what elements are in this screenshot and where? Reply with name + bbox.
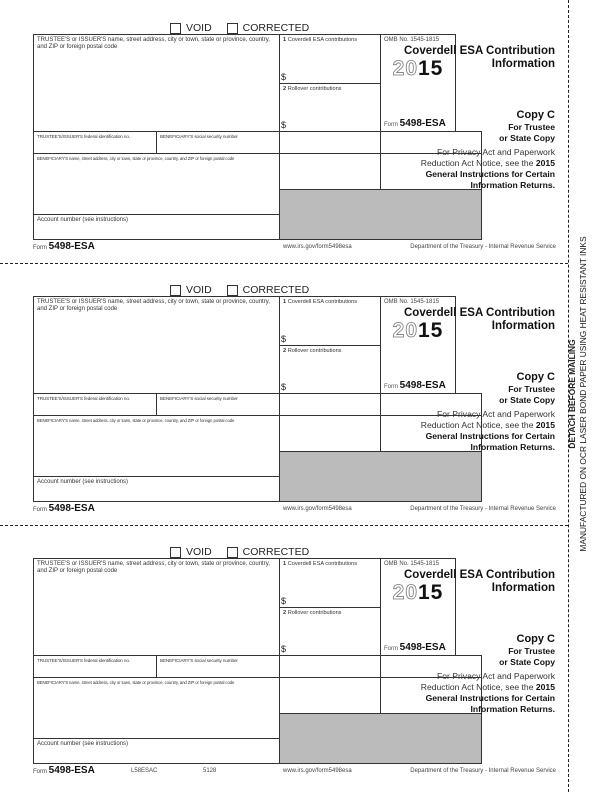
- beneficiary-ssn-label: BENEFICIARY'S social security number: [160, 658, 238, 663]
- account-number-field[interactable]: [33, 214, 280, 240]
- footer-department: Department of the Treasury - Internal Revenue Service: [410, 768, 556, 774]
- void-checkbox[interactable]: [170, 23, 181, 34]
- cut-line: [0, 525, 568, 526]
- beneficiary-ssn-field[interactable]: [156, 131, 280, 154]
- beneficiary-address-label: BENEFICIARY'S name, street address, city or town, state or province, country, and ZIP or foreign postal code: [37, 680, 235, 685]
- trustee-address-label: TRUSTEE'S or ISSUER'S name, street address, city or town, state or province, country, and ZIP or foreign postal code: [37, 561, 270, 574]
- form-number: Form 5498-ESA: [384, 380, 446, 391]
- box2-number: 2: [283, 348, 287, 354]
- footer-url: www.irs.gov/form5498esa: [283, 244, 352, 250]
- form-grid: [33, 558, 556, 764]
- account-number-field[interactable]: [33, 738, 280, 764]
- account-number-label: Account number (see instructions): [37, 217, 129, 223]
- privacy-notice: For Privacy Act and Paperwork Reduction Act Notice, see the 2015 General Instructions for Certain Information Returns.: [420, 409, 555, 452]
- box2-number: 2: [283, 86, 287, 92]
- box2-label: Rollover contributions: [287, 86, 342, 92]
- form-number: Form 5498-ESA: [384, 642, 446, 653]
- dollar-sign: $: [281, 644, 287, 654]
- trustee-tin-field[interactable]: [33, 131, 157, 154]
- box2-label: Rollover contributions: [287, 610, 342, 616]
- corrected-label: CORRECTED: [242, 546, 310, 558]
- footer-form-number: Form 5498-ESA: [33, 765, 95, 776]
- form-footer: [33, 503, 556, 515]
- box2-number: 2: [283, 610, 287, 616]
- footer-department: Department of the Treasury - Internal Revenue Service: [410, 244, 556, 250]
- trustee-address-field[interactable]: [33, 296, 280, 394]
- form-footer: [33, 765, 556, 777]
- box2-rollover-contributions-field[interactable]: [279, 607, 381, 656]
- trustee-tin-label: TRUSTEE'S/ISSUER'S federal identification no.: [37, 658, 130, 663]
- box1-number: 1: [283, 561, 287, 567]
- copy-title: Copy C: [516, 371, 555, 383]
- box2-rollover-contributions-field[interactable]: [279, 83, 381, 132]
- copy-recipient-line2: or State Copy: [499, 657, 555, 667]
- paper-notice: MANUFACTURED ON OCR LASER BOND PAPER USING HEAT RESISTANT INKS: [578, 236, 588, 552]
- box2-rollover-contributions-field[interactable]: [279, 345, 381, 394]
- privacy-notice: For Privacy Act and Paperwork Reduction Act Notice, see the 2015 General Instructions for Certain Information Returns.: [420, 147, 555, 190]
- form-title: Coverdell ESA Contribution Information: [404, 45, 555, 70]
- corrected-label: CORRECTED: [242, 284, 310, 296]
- beneficiary-ssn-label: BENEFICIARY'S social security number: [160, 134, 238, 139]
- footer-catalog-number: 5128: [203, 768, 217, 774]
- form-number: Form 5498-ESA: [384, 118, 446, 129]
- box1-coverdell-contributions-field[interactable]: [279, 34, 381, 84]
- copy-recipient-line1: For Trustee: [508, 384, 555, 394]
- checkbox-row: [170, 545, 324, 559]
- account-number-field[interactable]: [33, 476, 280, 502]
- box1-coverdell-contributions-field[interactable]: [279, 558, 381, 608]
- form-grid: [33, 296, 556, 502]
- omb-number: OMB No. 1545-1815: [384, 37, 440, 43]
- dollar-sign: $: [281, 382, 287, 392]
- form-copy: [0, 524, 570, 786]
- trustee-tin-field[interactable]: [33, 655, 157, 678]
- beneficiary-address-label: BENEFICIARY'S name, street address, city or town, state or province, country, and ZIP or foreign postal code: [37, 156, 235, 161]
- dollar-sign: $: [281, 72, 287, 82]
- box1-number: 1: [283, 37, 287, 43]
- void-label: VOID: [186, 546, 212, 558]
- copy-recipient-line1: For Trustee: [508, 122, 555, 132]
- dollar-sign: $: [281, 120, 287, 130]
- beneficiary-address-field[interactable]: [33, 415, 280, 477]
- box1-label: Coverdell ESA contributions: [287, 299, 358, 305]
- footer-url: www.irs.gov/form5498esa: [283, 506, 352, 512]
- box1-label: Coverdell ESA contributions: [287, 561, 358, 567]
- form-footer: [33, 241, 556, 253]
- omb-number: OMB No. 1545-1815: [384, 299, 440, 305]
- footer-form-number: Form 5498-ESA: [33, 241, 95, 252]
- box1-label: Coverdell ESA contributions: [287, 37, 358, 43]
- copy-designation: [403, 369, 556, 502]
- dollar-sign: $: [281, 334, 287, 344]
- trustee-address-field[interactable]: [33, 34, 280, 132]
- form-title: Coverdell ESA Contribution Information: [404, 307, 555, 332]
- void-checkbox[interactable]: [170, 547, 181, 558]
- corrected-label: CORRECTED: [242, 22, 310, 34]
- copy-title: Copy C: [516, 633, 555, 645]
- blank-box-a: [279, 131, 381, 154]
- void-label: VOID: [186, 22, 212, 34]
- blank-box-a: [279, 393, 381, 416]
- copy-recipient-line2: or State Copy: [499, 395, 555, 405]
- tax-year: 2015: [392, 581, 444, 604]
- dollar-sign: $: [281, 596, 287, 606]
- copy-designation: [403, 631, 556, 764]
- form-copy: [0, 262, 570, 524]
- account-number-label: Account number (see instructions): [37, 741, 129, 747]
- footer-product-code: L58ESAC: [131, 768, 158, 774]
- beneficiary-ssn-label: BENEFICIARY'S social security number: [160, 396, 238, 401]
- corrected-checkbox[interactable]: [227, 23, 238, 34]
- box1-number: 1: [283, 299, 287, 305]
- beneficiary-ssn-field[interactable]: [156, 393, 280, 416]
- trustee-address-label: TRUSTEE'S or ISSUER'S name, street address, city or town, state or province, country, and ZIP or foreign postal code: [37, 299, 270, 312]
- void-label: VOID: [186, 284, 212, 296]
- cut-line: [0, 263, 568, 264]
- tax-year: 2015: [392, 57, 444, 80]
- tax-year: 2015: [392, 319, 444, 342]
- trustee-tin-label: TRUSTEE'S/ISSUER'S federal identification no.: [37, 396, 130, 401]
- trustee-address-label: TRUSTEE'S or ISSUER'S name, street address, city or town, state or province, country, and ZIP or foreign postal code: [37, 37, 270, 50]
- privacy-notice: For Privacy Act and Paperwork Reduction Act Notice, see the 2015 General Instructions for Certain Information Returns.: [420, 671, 555, 714]
- blank-box-a: [279, 655, 381, 678]
- copy-title: Copy C: [516, 109, 555, 121]
- trustee-address-field[interactable]: [33, 558, 280, 656]
- copy-recipient-line1: For Trustee: [508, 646, 555, 656]
- detach-notice: DETACH BEFORE MAILING: [567, 339, 577, 449]
- trustee-tin-field[interactable]: [33, 393, 157, 416]
- void-checkbox[interactable]: [170, 285, 181, 296]
- box2-label: Rollover contributions: [287, 348, 342, 354]
- copy-designation: [403, 107, 556, 240]
- blank-box-c: [279, 415, 381, 452]
- footer-department: Department of the Treasury - Internal Revenue Service: [410, 506, 556, 512]
- beneficiary-address-field[interactable]: [33, 677, 280, 739]
- form-title: Coverdell ESA Contribution Information: [404, 569, 555, 594]
- footer-form-number: Form 5498-ESA: [33, 503, 95, 514]
- checkbox-row: [170, 21, 324, 35]
- copy-recipient-line2: or State Copy: [499, 133, 555, 143]
- corrected-checkbox[interactable]: [227, 285, 238, 296]
- beneficiary-ssn-field[interactable]: [156, 655, 280, 678]
- corrected-checkbox[interactable]: [227, 547, 238, 558]
- blank-box-c: [279, 153, 381, 190]
- box1-coverdell-contributions-field[interactable]: [279, 296, 381, 346]
- form-copy: [0, 0, 570, 262]
- footer-url: www.irs.gov/form5498esa: [283, 768, 352, 774]
- beneficiary-address-field[interactable]: [33, 153, 280, 215]
- form-grid: [33, 34, 556, 240]
- trustee-tin-label: TRUSTEE'S/ISSUER'S federal identification no.: [37, 134, 130, 139]
- checkbox-row: [170, 283, 324, 297]
- omb-number: OMB No. 1545-1815: [384, 561, 440, 567]
- blank-box-c: [279, 677, 381, 714]
- account-number-label: Account number (see instructions): [37, 479, 129, 485]
- beneficiary-address-label: BENEFICIARY'S name, street address, city or town, state or province, country, and ZIP or foreign postal code: [37, 418, 235, 423]
